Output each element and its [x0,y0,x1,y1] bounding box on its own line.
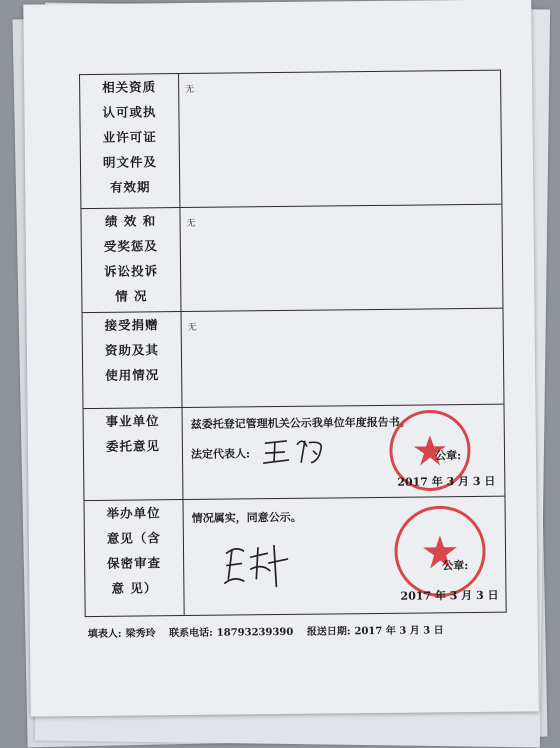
label-donations: 接受捐赠 资助及其 使用情况 [82,312,182,409]
sponsor-signature [222,539,295,592]
document-page [23,0,538,717]
cell-performance [180,204,503,311]
legal-rep-signature [261,432,331,467]
submit-date-label: 报送日期: [306,626,351,638]
table-row-qualification [80,70,502,208]
table-row-sponsor [84,496,506,616]
entrust-text: 兹委托登记管理机关公示我单位年度报告书。 [190,415,411,431]
entrust-seal-label: 公章: [434,449,462,463]
cell-donations [181,308,504,407]
label-performance: 绩 效 和 受奖惩及 诉讼投诉 情 况 [81,208,181,313]
cell-qualification [179,70,502,207]
bureau-seal [392,503,489,600]
sponsor-text: 情况属实，同意公示。 [191,510,302,525]
phone-label: 联系电话: [169,627,213,640]
phone-value: 18793239390 [216,626,294,639]
report-table [79,70,507,617]
label-qualification: 相关资质 认可或执 业许可证 明文件及 有效期 [80,74,180,209]
value-donations: 无 [187,322,197,333]
value-qualification: 无 [185,84,195,95]
table-row-entrust [83,404,505,500]
entrust-date: 2017 年 3 月 3 日 [397,474,496,489]
filler-label: 填表人: [87,628,122,641]
sponsor-date: 2017 年 3 月 3 日 [400,588,499,603]
sponsor-seal-label: 公章: [442,559,469,573]
legal-rep-label: 法定代表人: [190,447,251,461]
label-sponsor: 举办单位 意见（含 保密审查 意 见） [84,500,184,617]
cell-entrust [182,404,505,499]
filler-value: 梁秀玲 [125,628,156,640]
cell-sponsor [183,496,506,615]
value-performance: 无 [186,218,196,229]
form-footer [88,621,508,640]
label-entrust: 事业单位 委托意见 [83,408,183,501]
submit-date-value: 2017 年 3 月 3 日 [354,625,444,638]
table-row-donations [82,308,504,408]
table-row-performance [81,204,503,312]
